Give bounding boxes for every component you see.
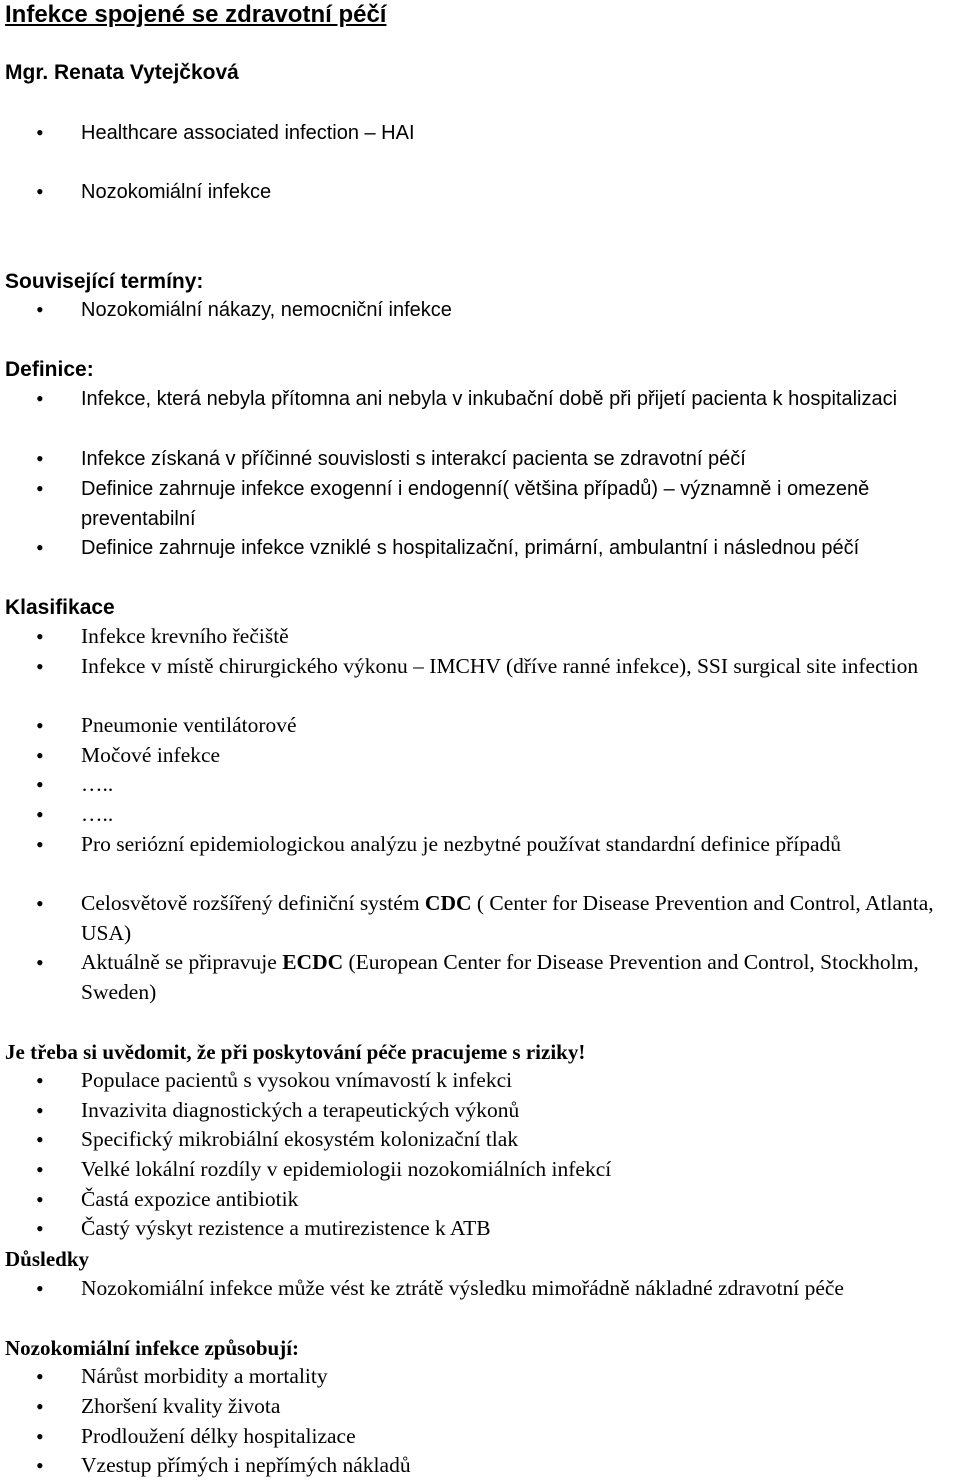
section-heading-causes: Nozokomiální infekce způsobují: [5,1336,300,1360]
bullet-icon: • [36,1276,44,1301]
ecdc-text-after: (European Center for Disease Prevention and Control, Stockholm, Sweden) [81,950,919,1004]
list-item: Nozokomiální infekce [81,181,272,203]
cdc-text-before: Celosvětově rozšířený definiční systém [81,891,425,915]
list-item-ecdc [81,948,959,1007]
bullet-icon: • [36,1424,44,1449]
list-item: Nozokomiální nákazy, nemocniční infekce [81,299,452,321]
section-heading-definition: Definice: [5,358,94,381]
list-item: Infekce krevního řečiště [81,624,289,648]
bullet-icon: • [36,891,44,916]
bullet-icon: • [36,743,44,768]
list-item: Prodloužení délky hospitalizace [81,1424,356,1448]
bullet-icon: • [36,772,44,797]
list-item: Infekce v místě chirurgického výkonu – IMCHV (dříve ranné infekce), SSI surgical site infection [81,654,919,678]
bullet-icon: • [36,120,44,145]
author-name: Mgr. Renata Vytejčková [5,61,239,84]
list-item: Velké lokální rozdíly v epidemiologii nozokomiálních infekcí [81,1157,612,1181]
section-heading-consequences: Důsledky [5,1247,90,1271]
bullet-icon: • [36,832,44,857]
bullet-icon: • [36,654,44,679]
bullet-icon: • [36,179,44,204]
list-item: Pneumonie ventilátorové [81,713,297,737]
bullet-icon: • [36,446,44,471]
section-heading-classification: Klasifikace [5,596,115,619]
list-item: Invazivita diagnostických a terapeutických výkonů [81,1098,520,1122]
list-item: ….. [81,802,114,826]
bullet-icon: • [36,1127,44,1152]
list-item: Infekce získaná v příčinné souvislosti s interakcí pacienta se zdravotní péčí [81,448,746,470]
bullet-icon: • [36,1216,44,1241]
bullet-icon: • [36,386,44,411]
ecdc-text-before: Aktuálně se připravuje [81,950,283,974]
list-item: Častá expozice antibiotik [81,1187,299,1211]
list-item: Definice zahrnuje infekce exogenní i endogenní( většina případů) – významně i omezeně preventabilní [81,478,870,530]
bullet-icon: • [36,802,44,827]
bullet-icon: • [36,1394,44,1419]
list-item: Definice zahrnuje infekce vzniklé s hospitalizační, primární, ambulantní i následnou péčí [81,537,860,559]
list-item: Nárůst morbidity a mortality [81,1364,328,1388]
list-item: Infekce, která nebyla přítomna ani nebyla v inkubační době při přijetí pacienta k hospitalizaci [81,388,898,410]
ecdc-bold: ECDC [282,950,344,974]
bullet-icon: • [36,535,44,560]
cdc-bold: CDC [424,891,472,915]
list-item: Populace pacientů s vysokou vnímavostí k infekci [81,1068,513,1092]
cdc-text-after: ( Center for Disease Prevention and Control, Atlanta, USA) [81,891,934,945]
list-item-cdc [81,889,959,948]
list-item: Častý výskyt rezistence a mutirezistence k ATB [81,1216,491,1240]
bullet-icon: • [36,476,44,501]
bullet-icon: • [36,624,44,649]
bullet-icon: • [36,1187,44,1212]
list-item: Močové infekce [81,743,221,767]
bullet-icon: • [36,1364,44,1389]
bullet-icon: • [36,1157,44,1182]
bullet-icon: • [36,297,44,322]
list-item: Pro seriózní epidemiologickou analýzu je nezbytné používat standardní definice případů [81,832,842,856]
bullet-icon: • [36,1453,44,1478]
list-item: Vzestup přímých i nepřímých nákladů [81,1453,411,1477]
section-heading-risks: Je třeba si uvědomit, že při poskytování péče pracujeme s riziky! [5,1040,586,1064]
bullet-icon: • [36,1068,44,1093]
bullet-icon: • [36,950,44,975]
bullet-icon: • [36,713,44,738]
list-item: ….. [81,772,114,796]
list-item: Zhoršení kvality života [81,1394,281,1418]
list-item: Nozokomiální infekce může vést ke ztrátě výsledku mimořádně nákladné zdravotní péče [81,1276,844,1300]
list-item: Specifický mikrobiální ekosystém kolonizační tlak [81,1127,519,1151]
document-title: Infekce spojené se zdravotní péčí [5,1,387,28]
list-item: Healthcare associated infection – HAI [81,122,415,144]
bullet-icon: • [36,1098,44,1123]
section-heading-related: Související termíny: [5,270,204,293]
